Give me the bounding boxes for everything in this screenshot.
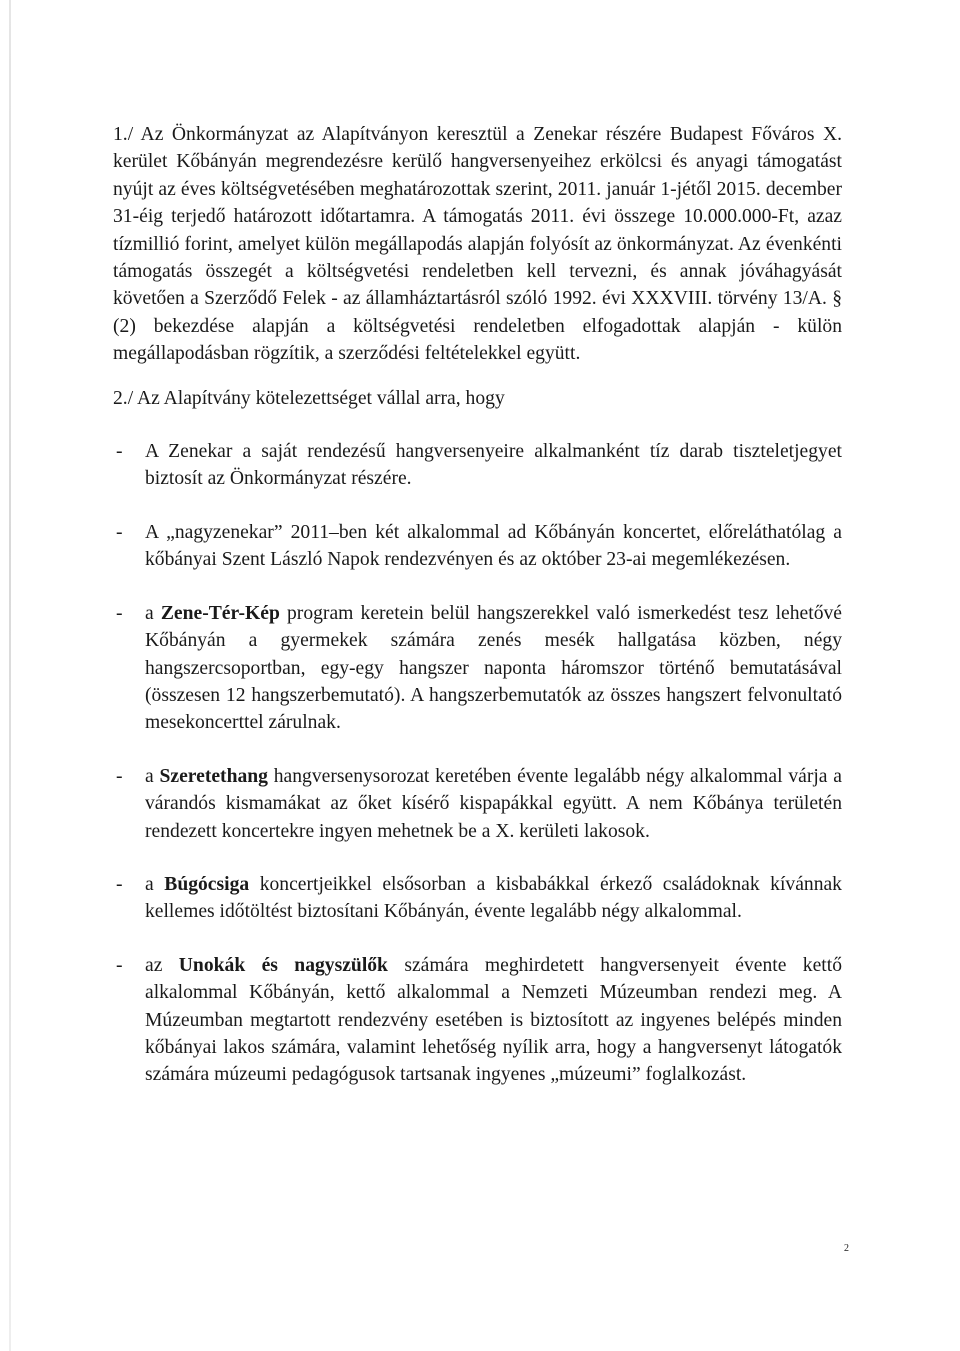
program-name-bold: Unokák és nagyszülők <box>178 954 388 976</box>
item-rest: program keretein belül hangszerekkel való ismerkedést tesz lehetővé Kőbányán a gyermekek számára zenés mesék hallgatása közben, négy hangszercsoportban, egy-egy hangszer naponta háromszor történő bemutatásával (összesen 12 hangszerbemutató). A hangszerbemutatók az összes hangszert felvonultató mesekoncerttel zárulnak. <box>145 602 842 734</box>
list-dash: - <box>116 873 123 895</box>
document-body <box>113 121 842 1115</box>
list-dash: - <box>116 954 123 976</box>
item-prefix: a <box>145 873 165 895</box>
scan-margin-line <box>9 0 11 1351</box>
item-prefix: a <box>145 765 160 787</box>
program-name-bold: Zene-Tér-Kép <box>160 602 280 624</box>
program-name-bold: Szeretethang <box>159 765 268 787</box>
list-item-text <box>145 763 842 845</box>
item-prefix: az <box>145 954 179 976</box>
item-rest: koncertjeikkel elsősorban a kisbabákkal érkező családoknak kívánnak kellemes időtöltést biztosítani Kőbányán, évente legalább négy alkalommal. <box>145 873 842 923</box>
list-item-text <box>145 600 842 737</box>
list-item-text <box>145 871 842 926</box>
list-dash: - <box>116 602 123 624</box>
paragraph-1: 1./ Az Önkormányzat az Alapítványon keresztül a Zenekar részére Budapest Főváros X. kerület Kőbányán megrendezésre kerülő hangversenyeihez erkölcsi és anyagi támogatást nyújt az éves költségvetésében meghatározottak szerint, 2011. január 1-jétől 2015. december 31-éig terjedő határozott időtartamra. A támogatás 2011. évi összege 10.000.000-Ft, azaz tízmillió forint, amelyet külön megállapodás alapján folyósít az önkormányzat. Az évenkénti támogatás összegét a költségvetési rendeletben kell tervezni, és annak jóváhagyását követően a Szerződő Felek - az államháztartásról szóló 1992. évi XXXVIII. törvény 13/A. § (2) bekezdése alapján a költségvetési rendeletben elfogadottak alapján - külön megállapodásban rögzítik, a szerződési feltételekkel együtt. <box>113 124 842 365</box>
program-name-bold: Búgócsiga <box>164 873 250 895</box>
list-item <box>113 952 842 1089</box>
list-dash: - <box>116 765 123 787</box>
page-number: 2 <box>844 1243 849 1254</box>
list-item-text: A „nagyzenekar” 2011–ben két alkalommal ad Kőbányán koncertet, előreláthatólag a kőbányai Szent László Napok rendezvényen és az október 23-ai megemlékezésen. <box>145 521 842 571</box>
item-rest: számára meghirdetett hangversenyeit évente kettő alkalommal Kőbányán, kettő alkalommal a Nemzeti Múzeumban rendezi meg. A Múzeumban megtartott rendezvény esetében is biztosított az ingyenes belépés minden kőbányai lakos számára, valamint lehetőség nyílik arra, hogy a hangversenyt látogatók számára múzeumi pedagógusok tartsanak ingyenes „múzeumi” foglalkozást. <box>145 954 842 1086</box>
list-item <box>113 519 842 574</box>
list-dash: - <box>116 521 123 543</box>
list-item <box>113 763 842 845</box>
item-rest: hangversenysorozat keretében évente legalább négy alkalommal várja a várandós kismamákat az őket kísérő kispapákkal együtt. A nem Kőbánya területén rendezett koncertekre ingyen mehetnek be a X. kerületi lakosok. <box>145 765 842 842</box>
list-item <box>113 871 842 926</box>
list-item-text: A Zenekar a saját rendezésű hangversenyeire alkalmanként tíz darab tiszteletjegyet biztosít az Önkormányzat részére. <box>145 441 842 490</box>
paragraph-2-intro: 2./ Az Alapítvány kötelezettséget vállal arra, hogy <box>113 387 505 409</box>
list-item <box>113 438 842 493</box>
item-prefix: a <box>145 602 161 624</box>
list-item <box>113 600 842 737</box>
list-dash: - <box>116 441 123 463</box>
list-item-text <box>145 952 842 1089</box>
